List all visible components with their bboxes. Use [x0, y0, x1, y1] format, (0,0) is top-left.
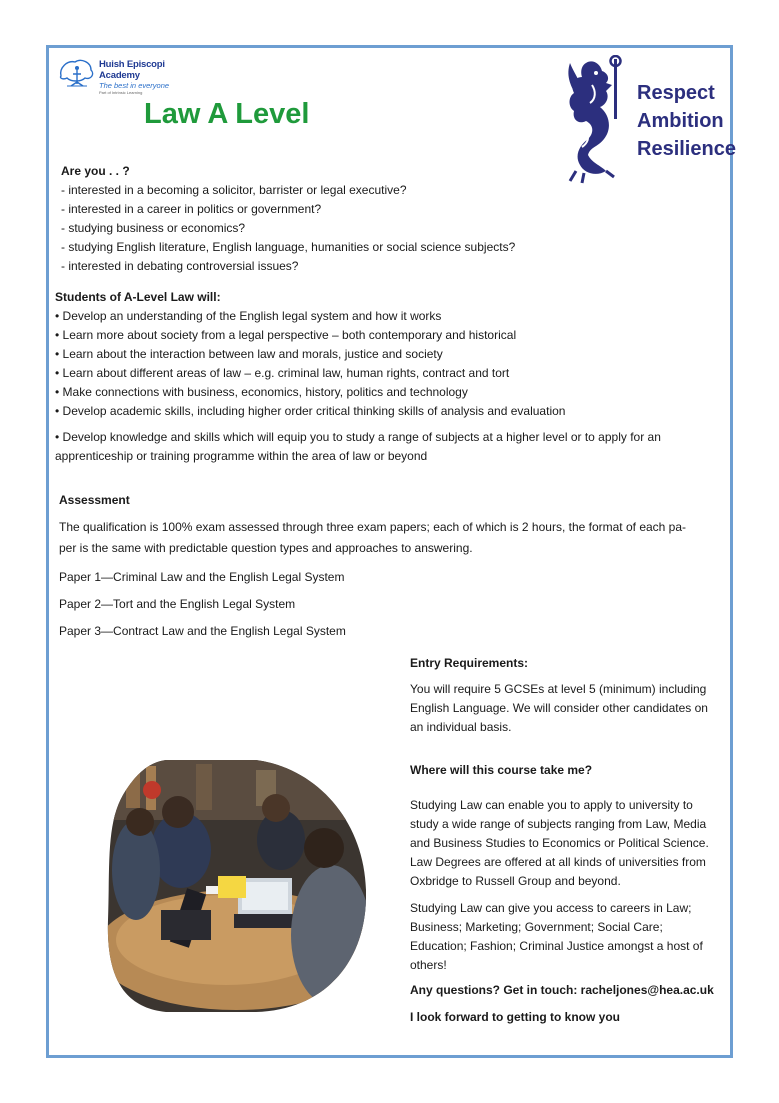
- are-you-heading: Are you . . ?: [61, 164, 130, 178]
- school-tagline: The best in everyone: [99, 81, 170, 90]
- paper-item: Paper 1—Criminal Law and the English Legal System: [59, 570, 345, 584]
- motto-ambition: Ambition: [637, 110, 724, 132]
- school-logo: [57, 56, 207, 95]
- motto-resilience: Resilience: [637, 138, 736, 160]
- assessment-text: [59, 517, 686, 559]
- students-last-item: [55, 428, 661, 466]
- contact-questions: Any questions? Get in touch: racheljones@hea.ac.uk: [410, 983, 714, 997]
- list-item: • Learn about the interaction between law and morals, justice and society: [55, 347, 443, 361]
- tree-logo-icon: [57, 56, 97, 90]
- school-subtagline: Part of Intrinsic Learning: [99, 90, 143, 95]
- entry-text: You will require 5 GCSEs at level 5 (minimum) including English Language. We will consider other candidates on an individual basis.: [410, 682, 708, 734]
- paper-item: Paper 3—Contract Law and the English Legal System: [59, 624, 346, 638]
- list-item-line: apprenticeship or training programme within the area of law or beyond: [55, 449, 428, 463]
- closing-line: I look forward to getting to know you: [410, 1010, 620, 1024]
- motto-respect: Respect: [637, 82, 715, 104]
- students-photo: [106, 760, 366, 1012]
- list-item: • Learn more about society from a legal perspective – both contemporary and historical: [55, 328, 517, 342]
- assessment-heading: Assessment: [59, 493, 130, 507]
- dragon-crest-icon: [566, 55, 628, 185]
- papers-list: [59, 564, 346, 645]
- list-item: • Develop academic skills, including higher order critical thinking skills of analysis and evaluation: [55, 404, 566, 418]
- where-section: [410, 761, 715, 1027]
- are-you-section: [61, 162, 515, 276]
- list-item: • Make connections with business, economics, history, politics and technology: [55, 385, 468, 399]
- entry-section: [410, 654, 715, 737]
- school-name: Huish Episcopi Academy: [99, 59, 165, 81]
- assessment-section: [59, 491, 130, 510]
- list-item: • Learn about different areas of law – e.g. criminal law, human rights, contract and tort: [55, 366, 510, 380]
- motto: [637, 79, 736, 163]
- page-title: Law A Level: [144, 98, 310, 130]
- list-item: - interested in a becoming a solicitor, barrister or legal executive?: [61, 183, 407, 197]
- list-item: - studying English literature, English language, humanities or social science subjects?: [61, 240, 516, 254]
- list-item: - studying business or economics?: [61, 221, 246, 235]
- list-item: - interested in debating controversial issues?: [61, 259, 299, 273]
- students-heading: Students of A-Level Law will:: [55, 290, 221, 304]
- list-item: - interested in a career in politics or government?: [61, 202, 322, 216]
- assessment-line: per is the same with predictable question types and approaches to answering.: [59, 541, 473, 555]
- where-para-1: Studying Law can enable you to apply to university to study a wide range of subjects ranging from Law, Media and Business Studies to Economics or Political Science. Law Degrees are offered at all kinds of universities from Oxbridge to Russell Group and beyond.: [410, 798, 709, 888]
- paper-item: Paper 2—Tort and the English Legal System: [59, 597, 296, 611]
- entry-heading: Entry Requirements:: [410, 656, 529, 670]
- list-item: • Develop an understanding of the English legal system and how it works: [55, 309, 442, 323]
- students-section: [55, 288, 565, 421]
- list-item-line: • Develop knowledge and skills which will equip you to study a range of subjects at a higher level or to apply for an: [55, 430, 661, 444]
- assessment-line: The qualification is 100% exam assessed through three exam papers; each of which is 2 hours, the format of each pa-: [59, 520, 687, 534]
- where-heading: Where will this course take me?: [410, 763, 593, 777]
- where-para-2: Studying Law can give you access to careers in Law; Business; Marketing; Government; Social Care; Education; Fashion; Criminal Justice amongst a host of others!: [410, 901, 703, 972]
